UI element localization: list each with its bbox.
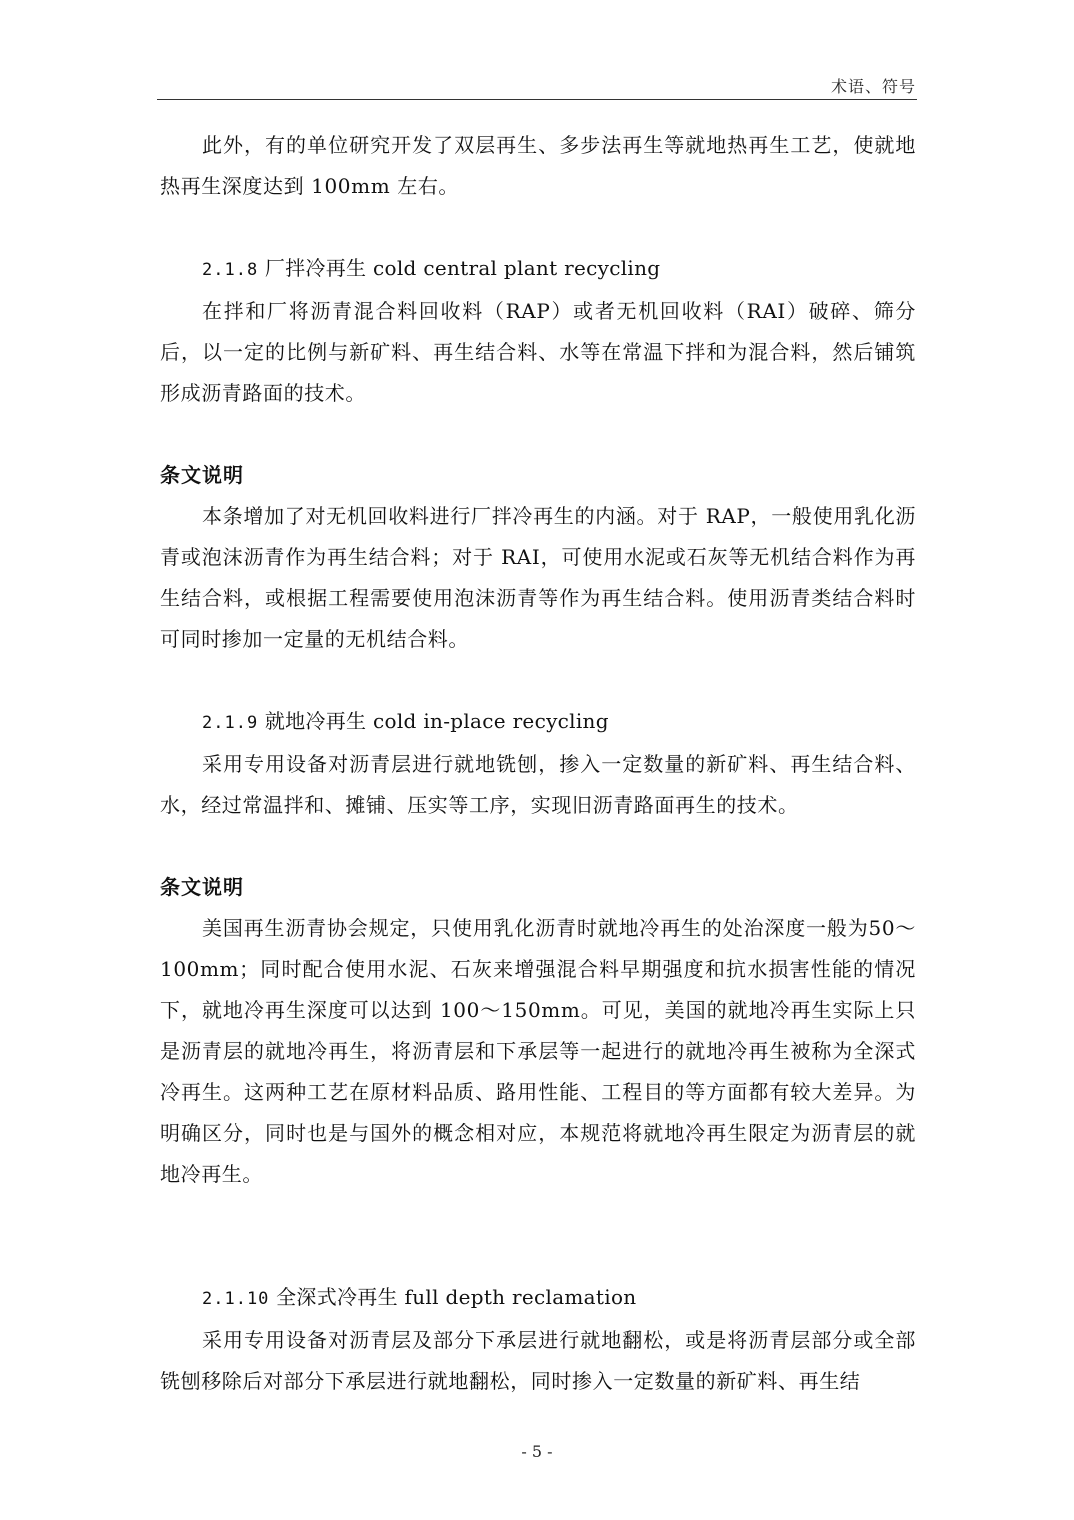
spacer <box>160 660 916 701</box>
explanation-heading: 条文说明 <box>160 463 244 487</box>
spacer <box>160 826 916 867</box>
header-rule <box>157 99 917 100</box>
clause-title: 全深式冷再生 full depth reclamation <box>276 1285 637 1309</box>
intro-paragraph: 此外，有的单位研究开发了双层再生、多步法再生等就地热再生工艺，使就地热再生深度达到 100mm 左右。 <box>160 133 916 198</box>
spacer <box>160 414 916 455</box>
clause-text-2-1-9: 采用专用设备对沥青层进行就地铣刨，掺入一定数量的新矿料、再生结合料、水，经过常温拌和、摊铺、压实等工序，实现旧沥青路面再生的技术。 <box>160 752 916 817</box>
clause-text-2-1-8: 在拌和厂将沥青混合料回收料（RAP）或者无机回收料（RAI）破碎、筛分后，以一定的比例与新矿料、再生结合料、水等在常温下拌和为混合料，然后铺筑形成沥青路面的技术。 <box>160 299 916 405</box>
running-header: 术语、符号 <box>830 77 916 96</box>
clause-number: 2.1.8 <box>202 260 259 280</box>
clause-title: 就地冷再生 cold in-place recycling <box>264 709 609 733</box>
clause-text-2-1-10: 采用专用设备对沥青层及部分下承层进行就地翻松，或是将沥青层部分或全部铣刨移除后对部分下承层进行就地翻松，同时掺入一定数量的新矿料、再生结 <box>160 1328 916 1393</box>
spacer <box>160 207 916 248</box>
clause-heading-2-1-8 <box>160 248 916 291</box>
clause-title: 厂拌冷再生 cold central plant recycling <box>264 256 661 280</box>
page-body <box>160 125 916 1402</box>
clause-number: 2.1.10 <box>202 1289 270 1309</box>
explanation-heading: 条文说明 <box>160 875 244 899</box>
clause-heading-2-1-10 <box>160 1277 916 1320</box>
page-number: - 5 - <box>521 1442 553 1461</box>
spacer <box>160 1195 916 1277</box>
explanation-text-2-1-8: 本条增加了对无机回收料进行厂拌冷再生的内涵。对于 RAP，一般使用乳化沥青或泡沫沥青作为再生结合料；对于 RAI，可使用水泥或石灰等无机结合料作为再生结合料，或根据工程需要使用泡沫沥青等作为再生结合料。使用沥青类结合料时可同时掺加一定量的无机结合料。 <box>160 504 916 651</box>
clause-heading-2-1-9 <box>160 701 916 744</box>
clause-number: 2.1.9 <box>202 713 259 733</box>
explanation-text-2-1-9: 美国再生沥青协会规定，只使用乳化沥青时就地冷再生的处治深度一般为50～100mm；同时配合使用水泥、石灰来增强混合料早期强度和抗水损害性能的情况下，就地冷再生深度可以达到 100～150mm。可见，美国的就地冷再生实际上只是沥青层的就地冷再生，将沥青层和下承层等一起进行的就地冷再生被称为全深式冷再生。这两种工艺在原材料品质、路用性能、工程目的等方面都有较大差异。为明确区分，同时也是与国外的概念相对应，本规范将就地冷再生限定为沥青层的就地冷再生。 <box>160 916 916 1186</box>
